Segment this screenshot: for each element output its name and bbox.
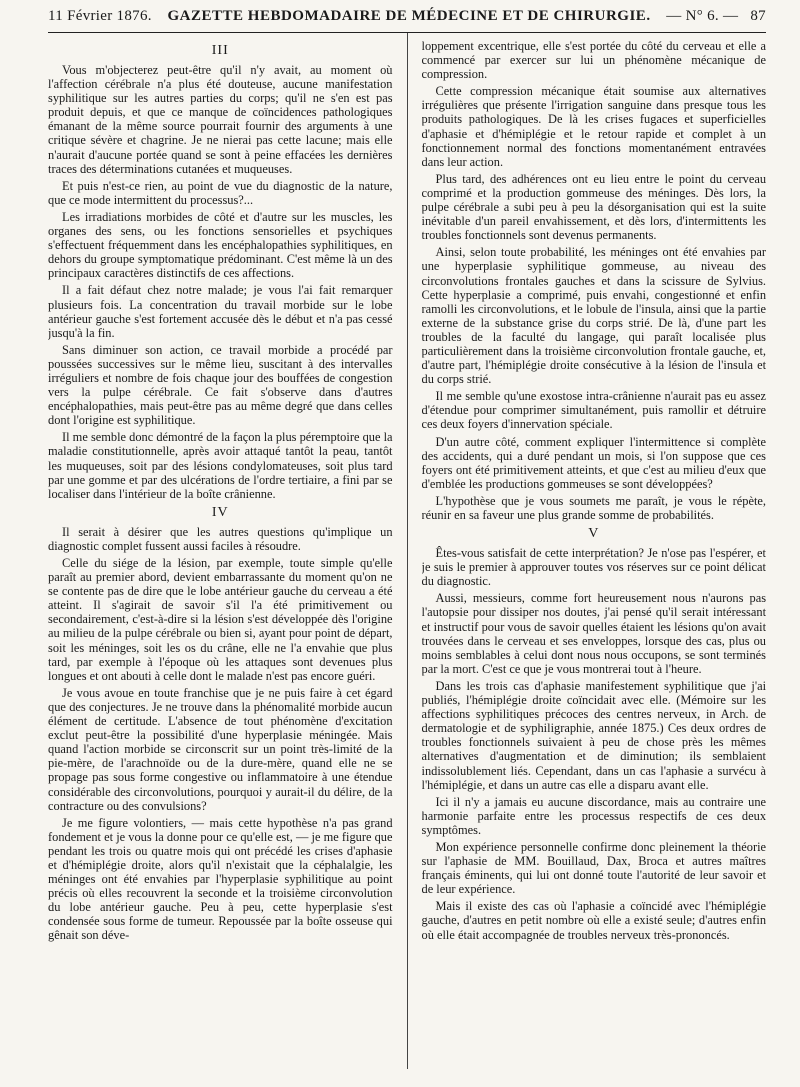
journal-title: GAZETTE HEBDOMADAIRE DE MÉDECINE ET DE CHIRURGIE. <box>167 8 651 24</box>
paragraph: Dans les trois cas d'aphasie manifestement syphilitique que j'ai publiés, l'hémiplégie droite coïncidait avec elle. (Mémoire sur les affections syphilitiques précoces des centres nerveux, in Arch. de dermatologie et de syphiligraphie, année 1875.) Ces deux ordres de troubles fonctionnels suivaient à peu de chose près les mêmes alternatives d'augmentation et de diminution; ils semblaient indissolublement liés. Cependant, dans un cas l'aphasie a survécu à l'hémiplégie, et dans un autre cas elle a disparu avant elle. <box>421 678 767 792</box>
column-divider <box>407 33 408 1069</box>
paragraph: Mais il existe des cas où l'aphasie a coïncidé avec l'hémiplégie gauche, d'autres en petit nombre où elle a existé seule; d'autres enfin où elle était accompagnée de troubles nerveux très-prononcés. <box>421 899 767 942</box>
paragraph: Les irradiations morbides de côté et d'autre sur les muscles, les organes des sens, ou les fonctions sensorielles et psychiques s'effectuent fréquemment dans les encéphalopathies syphilitiques, en dehors du groupe symptomatique prédominant. C'est même là un des principaux caractères distinctifs de ces affections. <box>48 209 393 281</box>
right-column <box>422 39 767 1069</box>
paragraph: Et puis n'est-ce rien, au point de vue du diagnostic de la nature, que ce mode intermittent du processus?... <box>48 178 393 207</box>
paragraph: Plus tard, des adhérences ont eu lieu entre le point du cerveau comprimé et la production gommeuse des méninges. Dès lors, la pulpe cérébrale a subi peu à peu la désorganisation qui est la suite inévitable d'un pareil envahissement, et dès lors, d'intermittents les troubles fonctionnels sont devenus permanents. <box>421 171 767 243</box>
paragraph: Ainsi, selon toute probabilité, les méninges ont été envahies par une hyperplasie syphilitique gommeuse, au niveau des circonvolutions frontales gauches et dans la scissure de Sylvius. Cette hyperplasie a comprimé, puis envahi, congestionné et enfin ramolli les circonvolutions, et le lobule de l'insula, ainsi que la partie externe de la substance grise du corps strié. De là, d'une part les troubles de la faculté du langage, qui paraît localisée plus particulièrement dans la troisième circonvolution frontale gauche, et, d'autre part, l'hémiplégie droite consécutive à la lésion de l'insula et du corps strié. <box>421 245 767 387</box>
paragraph: Mon expérience personnelle confirme donc pleinement la théorie sur l'aphasie de MM. Bouillaud, Dax, Broca et autres maîtres français éminents, qui lui ont donné toute l'autorité de leur savoir et de leur expérience. <box>421 839 767 897</box>
page-number: 87 <box>750 8 766 24</box>
paragraph-continued: loppement excentrique, elle s'est portée du côté du cerveau et elle a commencé par exercer sur lui un phénomène mécanique de compression. <box>421 39 767 82</box>
section-heading-V: V <box>588 526 600 542</box>
section-heading-III: III <box>211 43 229 58</box>
issue-date: 11 Février 1876. <box>48 8 152 24</box>
paragraph: Êtes-vous satisfait de cette interprétation? Je n'ose pas l'espérer, et je suis le premier à approuver toutes vos réserves sur ce point délicat du diagnostic. <box>421 546 767 589</box>
paragraph: Il serait à désirer que les autres questions qu'implique un diagnostic complet fussent aussi faciles à résoudre. <box>48 524 393 553</box>
paragraph: Ici il n'y a jamais eu aucune discordance, mais au contraire une harmonie parfaite entre les processus respectifs de ces deux symptômes. <box>421 794 767 837</box>
paragraph: Je vous avoue en toute franchise que je ne puis faire à cet égard que des conjectures. Je ne trouve dans la phénomalité morbide aucun élément de certitude. L'absence de tout phénomène d'excitation exclut peut-être la possibilité d'une hyperplasie méningée. Mais quand l'action morbide se circonscrit sur un point très-limité de la pie-mère, de l'arachnoïde ou de la dure-mère, quand elle ne se propage pas sous forme congestive ou inflammatoire à une étendue considérable des circonvolutions, pourquoi y aurait-il du délire, de la contracture ou des convulsions? <box>48 685 393 813</box>
paragraph: Sans diminuer son action, ce travail morbide a procédé par poussées successives sur le même lieu, suscitant à des intervalles irréguliers et nombre de fois chaque jour des bouffées de congestion vers la pulpe cérébrale. Ce fait s'observe dans d'autres encéphalopathies, mais peut-être pas au même degré que dans celles dont l'origine est syphilitique. <box>48 342 393 428</box>
paragraph: Il a fait défaut chez notre malade; je vous l'ai fait remarquer plusieurs fois. La concentration du travail morbide sur le lobe antérieur gauche s'est fortement accusée dès le début et n'a pas cessé jusqu'à la fin. <box>48 283 393 340</box>
issue-number-and-page <box>666 8 766 25</box>
two-column-body <box>48 39 766 1069</box>
paragraph: Aussi, messieurs, comme fort heureusement nous n'aurons pas l'autopsie pour dissiper nos doutes, j'ai pensé qu'il serait intéressant et instructif pour vous de savoir quelles étaient les lésions qu'on avait trouvées dans le cerveau et ses enveloppes, lorsque des cas, plus ou moins semblables à celui dont nous nous occupons, se sont terminés par la mort. C'est ce que je vous montrerai tout à l'heure. <box>421 591 767 676</box>
paragraph: Celle du siége de la lésion, par exemple, toute simple qu'elle paraît au premier abord, devient embarrassante du moment qu'on ne se contente pas de dire que le lobe antérieur gauche du cerveau a été atteint. Il s'agirait de savoir s'il l'a été primitivement ou secondairement, c'est-à-dire si la lésion s'est développée dès l'origine au milieu de la pulpe cérébrale ou bien si, ayant pour point de départ, soit les méninges, soit les os du crâne, elle ne l'a envahie que plus tard, par exemple à l'époque où les attaques sont devenues plus longues et ont abouti à celle dont le malade n'est pas encore guéri. <box>48 556 393 683</box>
issue-number: — N° 6. — <box>666 8 739 24</box>
paragraph: L'hypothèse que je vous soumets me paraît, je vous le répète, réunir en sa faveur une plus grande somme de probabilités. <box>421 493 767 522</box>
paragraph: Il me semble qu'une exostose intra-crânienne n'aurait pas eu assez d'étendue pour comprimer simultanément, puis ramollir et détruire ces deux foyers d'innervation spéciale. <box>421 389 767 432</box>
paragraph: Cette compression mécanique était soumise aux alternatives irrégulières que présente l'irrigation sanguine dans presque tous les produits pathologiques. De là les crises fugaces et superficielles d'aphasie et d'hémiplégie et le retour rapide et complet à un fonctionnement normal des fonctions momentanément entravées dans leur action. <box>421 84 767 169</box>
paragraph: Il me semble donc démontré de la façon la plus péremptoire que la maladie constitutionnelle, après avoir attaqué tantôt la peau, tantôt les muqueuses, soit par des lésions condylomateuses, soit plus tard par une gomme et par des ulcérations de l'ordre tertiaire, a fini par se localiser dans l'intérieur de la boîte crânienne. <box>48 430 393 501</box>
paragraph: Vous m'objecterez peut-être qu'il n'y avait, au moment où l'affection cérébrale n'a plus été douteuse, aucune manifestation syphilitique sur les autres parties du corps; qu'il ne s'en est pas produit depuis, et que ce manque de coïncidences pathologiques émanant de la même source pourrait fournir des arguments à une critique sévère et chagrine. Je ne nierai pas cette lacune; mais elle n'aurait d'aucune portée quand se sont à peine effacées les dernières traces des déterminations cutanées et muqueuses. <box>48 63 393 176</box>
paragraph: Je me figure volontiers, — mais cette hypothèse n'a pas grand fondement et je vous la donne pour ce qu'elle est, — je me figure que pendant les trois ou quatre mois qui ont précédé les crises d'aphasie et d'hémiplégie droite, alors qu'il n'existait que la céphalalgie, les méninges ont été envahies par l'hyperplasie syphilitique au point précis où elles recouvrent la seconde et la troisième circonvolution du lobe antérieur gauche. Peu à peu, cette hyperplasie s'est condensée sous forme de tumeur. Repoussée par la boîte osseuse qui gênait son déve- <box>48 815 393 943</box>
paragraph: D'un autre côté, comment expliquer l'intermittence si complète des accidents, qui a duré pendant un mois, si l'on suppose que ces foyers ont été primitivement atteints, et que c'est au milieu d'eux que d'emblée les productions gommeuses se sont développées? <box>421 434 767 491</box>
section-heading-IV: IV <box>211 504 229 520</box>
left-column <box>48 39 393 1069</box>
running-header <box>48 8 766 30</box>
